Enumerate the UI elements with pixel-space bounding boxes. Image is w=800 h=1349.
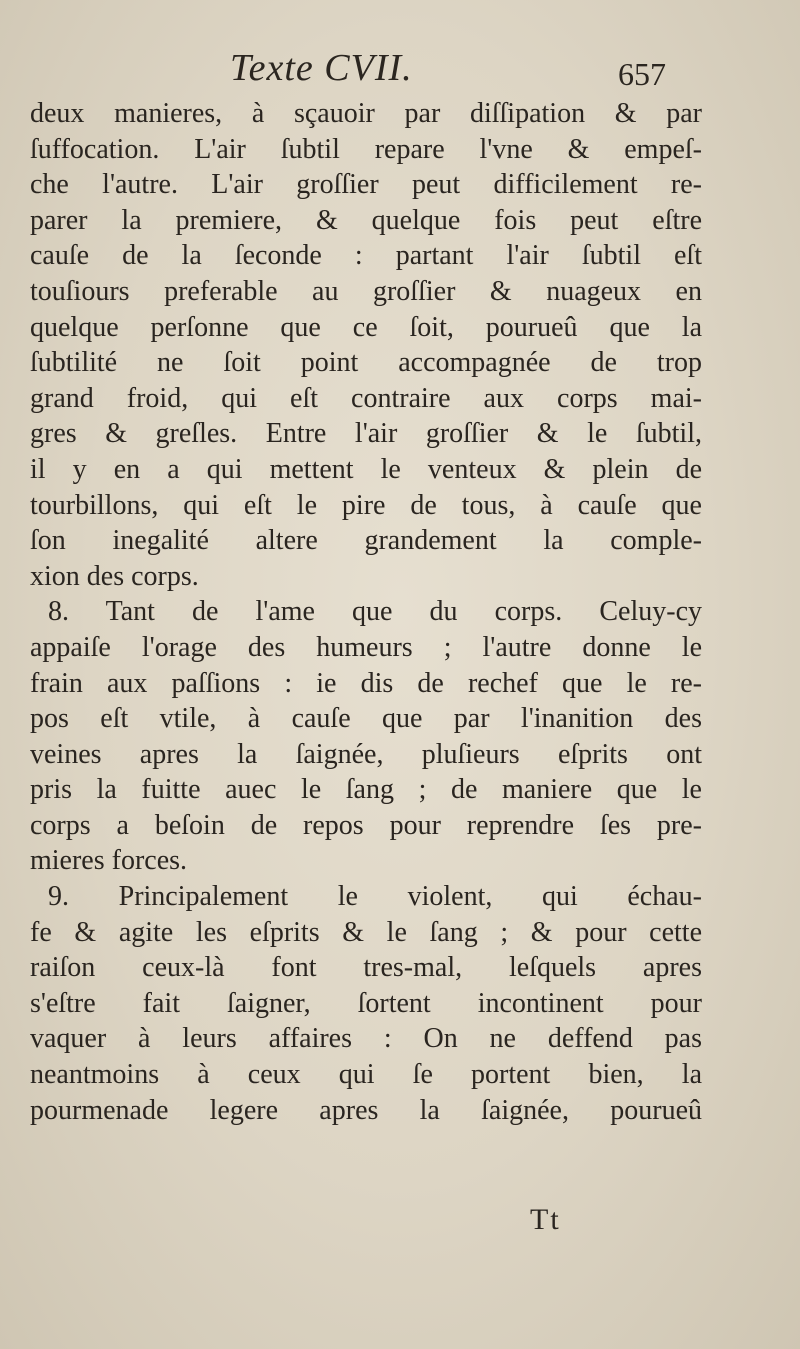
text-line: vaquer à leurs affaires : On ne deffend pas <box>30 1023 702 1055</box>
text-line: pos eſt vtile, à cauſe que par l'inanition des <box>30 703 702 735</box>
text-line: ſuffocation. L'air ſubtil repare l'vne & empeſ- <box>30 133 702 165</box>
text-line: ſon inegalité altere grandement la comple- <box>30 525 702 557</box>
text-line: appaiſe l'orage des humeurs ; l'autre donne le <box>30 631 702 663</box>
text-line: pourmenade legere apres la ſaignée, pourueû <box>30 1094 702 1126</box>
text-line: gres & greſles. Entre l'air groſſier & le ſubtil, <box>30 418 702 450</box>
text-line: corps a beſoin de repos pour reprendre ſes pre- <box>30 809 702 841</box>
text-line: grand froid, qui eſt contraire aux corps mai- <box>30 382 702 414</box>
text-line: quelque perſonne que ce ſoit, pourueû que la <box>30 311 702 343</box>
text-line: neantmoins à ceux qui ſe portent bien, la <box>30 1059 702 1091</box>
text-line: fe & agite les eſprits & le ſang ; & pour cette <box>30 916 702 948</box>
text-line: 9. Principalement le violent, qui échau- <box>48 881 702 913</box>
signature-mark: Tt <box>530 1203 561 1236</box>
text-line: cauſe de la ſeconde : partant l'air ſubtil eſt <box>30 240 702 272</box>
text-line: touſiours preferable au groſſier & nuageux en <box>30 275 702 307</box>
text-line: ſubtilité ne ſoit point accompagnée de trop <box>30 347 702 379</box>
running-title: Texte CVII. <box>230 47 413 89</box>
text-line: raiſon ceux-là font tres-mal, leſquels apres <box>30 952 702 984</box>
text-line: mieres forces. <box>30 845 188 877</box>
text-line: pris la fuitte auec le ſang ; de maniere que le <box>30 774 702 806</box>
text-line: parer la premiere, & quelque fois peut eſtre <box>30 204 702 236</box>
text-line: che l'autre. L'air groſſier peut difficilement re- <box>30 169 702 201</box>
text-line: s'eſtre fait ſaigner, ſortent incontinent pour <box>30 987 702 1019</box>
page-header <box>0 42 800 92</box>
text-line: frain aux paſſions : ie dis de rechef que le re- <box>30 667 702 699</box>
body-text <box>30 96 702 1128</box>
text-line: veines apres la ſaignée, pluſieurs eſprits ont <box>30 738 702 770</box>
page-number: 657 <box>618 56 666 92</box>
text-line: tourbillons, qui eſt le pire de tous, à cauſe que <box>30 489 702 521</box>
text-line: 8. Tant de l'ame que du corps. Celuy-cy <box>48 596 702 628</box>
text-line: xion des corps. <box>30 560 199 592</box>
text-line: il y en a qui mettent le venteux & plein de <box>30 453 702 485</box>
text-line: deux manieres, à sçauoir par diſſipation & par <box>30 98 702 129</box>
